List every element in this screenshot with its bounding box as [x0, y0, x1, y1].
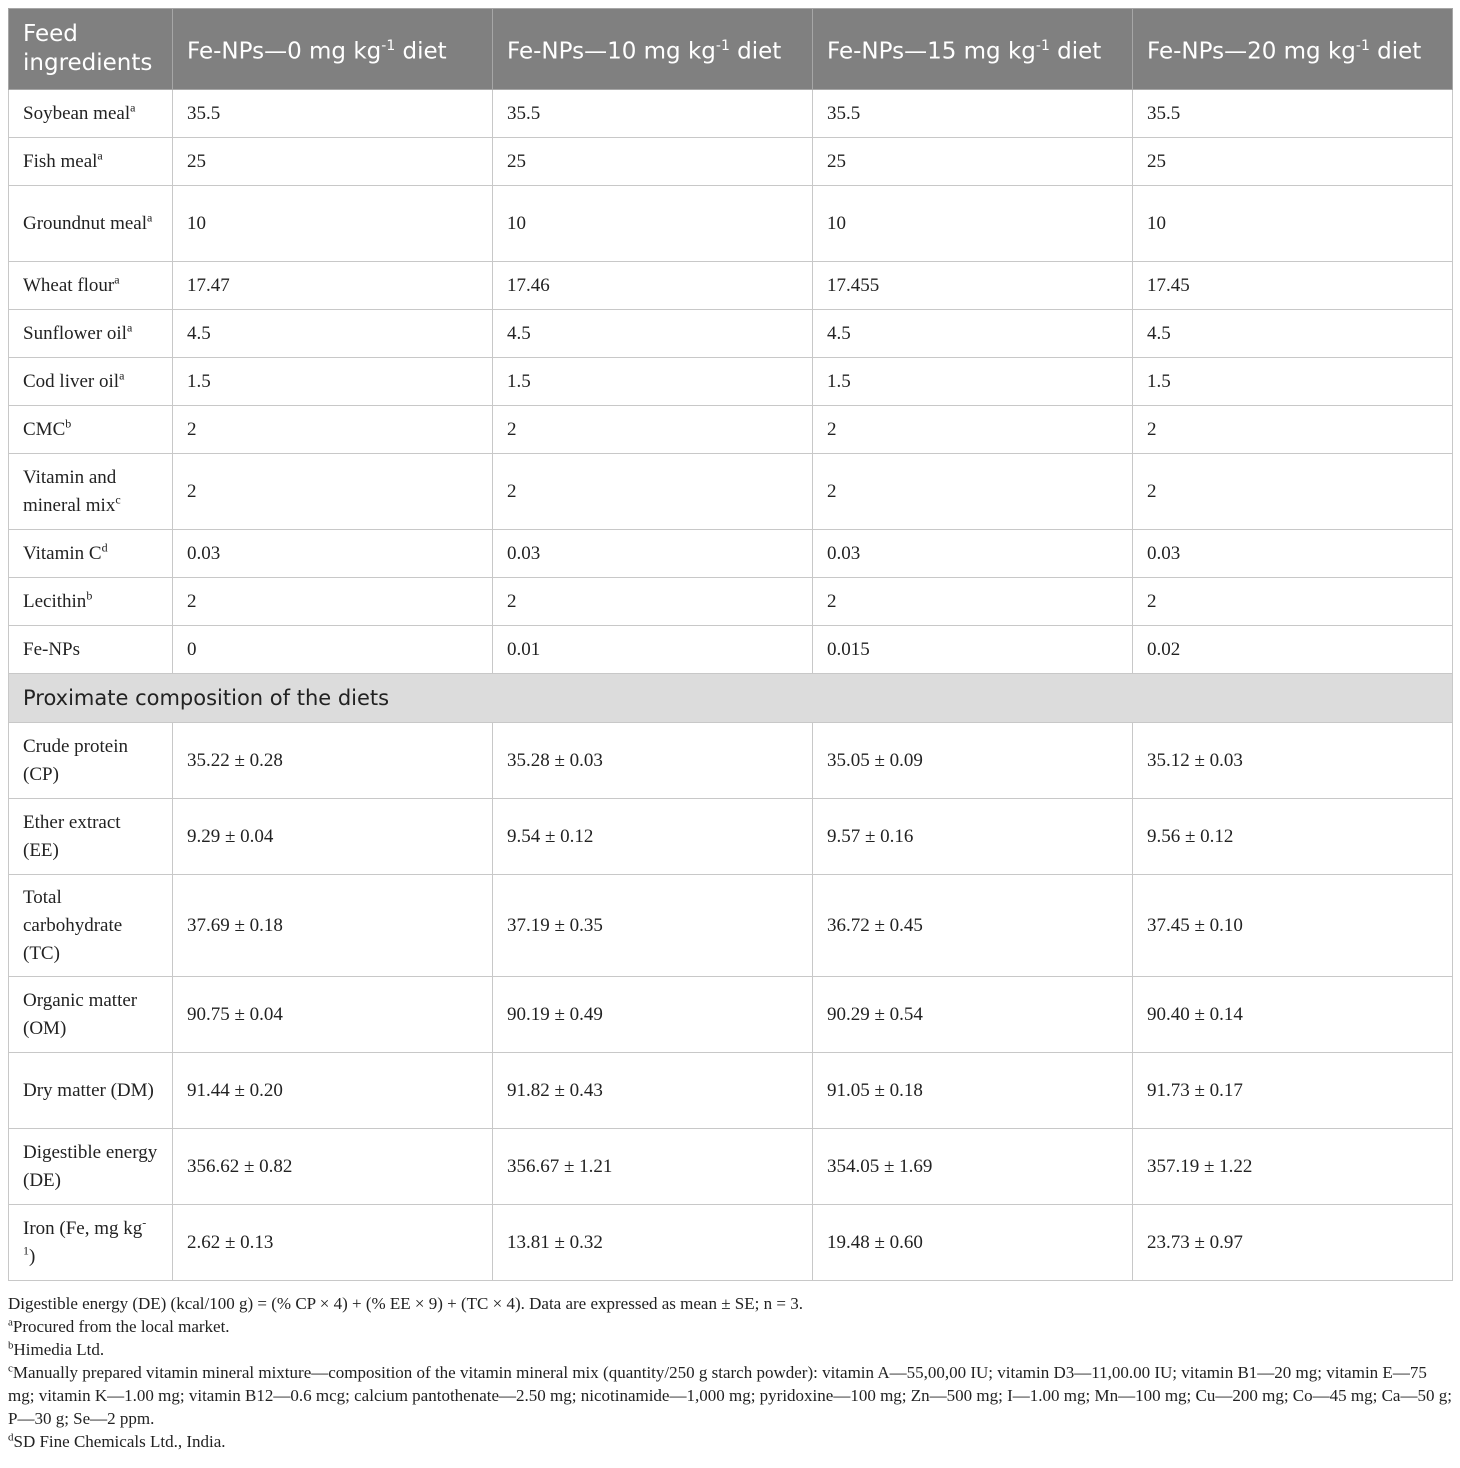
header-col-10	[493, 9, 813, 90]
footnote-mark: c	[115, 492, 121, 507]
footnote	[8, 1315, 1452, 1338]
table-cell: 91.73 ± 0.17	[1133, 1053, 1453, 1129]
footnote-mark: b	[86, 588, 93, 603]
table-cell: 356.67 ± 1.21	[493, 1129, 813, 1205]
row-label	[9, 1205, 173, 1281]
row-label-text: Vitamin C	[23, 542, 102, 564]
row-label	[9, 90, 173, 138]
table-row	[9, 262, 1453, 310]
table-cell: 90.19 ± 0.49	[493, 977, 813, 1053]
table-cell: 0.03	[1133, 530, 1453, 578]
header-col-10-sup: -1	[715, 37, 730, 54]
footnote-mark: d	[101, 540, 108, 555]
table-cell: 25	[493, 138, 813, 186]
table-cell: 10	[493, 186, 813, 262]
table-cell: 19.48 ± 0.60	[813, 1205, 1133, 1281]
table-cell: 90.40 ± 0.14	[1133, 977, 1453, 1053]
footnote-text: SD Fine Chemicals Ltd., India.	[13, 1432, 226, 1451]
header-col-0-prefix: Fe-NPs—0 mg kg	[187, 38, 382, 65]
table-cell: 17.45	[1133, 262, 1453, 310]
row-label-text: Lecithin	[23, 590, 87, 612]
table-cell: 0	[173, 626, 493, 674]
diet-composition-table	[8, 8, 1453, 1281]
table-cell: 91.05 ± 0.18	[813, 1053, 1133, 1129]
footnote-text: Himedia Ltd.	[13, 1340, 105, 1359]
row-label	[9, 310, 173, 358]
table-cell: 9.54 ± 0.12	[493, 799, 813, 875]
table-cell: 25	[173, 138, 493, 186]
table-cell: 1.5	[493, 358, 813, 406]
table-cell: 4.5	[1133, 310, 1453, 358]
table-cell: 17.46	[493, 262, 813, 310]
unit-superscript: -1	[23, 1215, 147, 1258]
table-cell: 0.015	[813, 626, 1133, 674]
footnote	[8, 1430, 1452, 1453]
table-cell: 35.5	[493, 90, 813, 138]
table-cell: 9.29 ± 0.04	[173, 799, 493, 875]
table-cell: 13.81 ± 0.32	[493, 1205, 813, 1281]
header-col-0-suffix: diet	[395, 38, 447, 65]
de-formula-note: Digestible energy (DE) (kcal/100 g) = (% CP × 4) + (% EE × 9) + (TC × 4). Data are expressed as mean ± SE; n = 3.	[8, 1294, 803, 1313]
table-cell: 2	[813, 454, 1133, 530]
table-row	[9, 454, 1453, 530]
row-label	[9, 626, 173, 674]
header-col-15-suffix: diet	[1049, 38, 1102, 65]
table-cell: 35.22 ± 0.28	[173, 723, 493, 799]
table-cell: 17.47	[173, 262, 493, 310]
row-label-text: Sunflower oil	[23, 322, 127, 344]
row-label-text: Fe-NPs	[23, 638, 81, 660]
row-label	[9, 262, 173, 310]
table-cell: 2	[1133, 406, 1453, 454]
header-col-20-suffix: diet	[1369, 38, 1422, 65]
table-cell: 25	[813, 138, 1133, 186]
header-col-15	[813, 9, 1133, 90]
table-cell: 10	[173, 186, 493, 262]
table-cell: 354.05 ± 1.69	[813, 1129, 1133, 1205]
table-cell: 1.5	[1133, 358, 1453, 406]
table-row	[9, 626, 1453, 674]
table-cell: 2	[813, 406, 1133, 454]
table-row	[9, 875, 1453, 977]
row-label: Organic matter (OM)	[9, 977, 173, 1053]
header-col-0-sup: -1	[381, 37, 396, 54]
table-container	[8, 8, 1452, 1281]
table-cell: 90.75 ± 0.04	[173, 977, 493, 1053]
row-label: Ether extract (EE)	[9, 799, 173, 875]
footnote-mark: a	[97, 148, 103, 163]
table-cell: 2	[173, 578, 493, 626]
table-cell: 2.62 ± 0.13	[173, 1205, 493, 1281]
table-cell: 1.5	[173, 358, 493, 406]
table-row	[9, 1053, 1453, 1129]
header-col-20-sup: -1	[1355, 37, 1370, 54]
row-label	[9, 406, 173, 454]
table-row	[9, 578, 1453, 626]
header-col-15-prefix: Fe-NPs—15 mg kg	[827, 38, 1036, 65]
table-cell: 36.72 ± 0.45	[813, 875, 1133, 977]
table-row	[9, 530, 1453, 578]
footnote	[8, 1361, 1452, 1430]
row-label-text: Cod liver oil	[23, 370, 120, 392]
table-cell: 0.03	[493, 530, 813, 578]
footnote-text: Procured from the local market.	[12, 1317, 230, 1336]
header-row	[9, 9, 1453, 90]
header-col-0	[173, 9, 493, 90]
footnote-mark: c	[8, 1362, 13, 1375]
footnote	[8, 1338, 1452, 1361]
section-header-row	[9, 674, 1453, 723]
table-row	[9, 1129, 1453, 1205]
table-cell: 23.73 ± 0.97	[1133, 1205, 1453, 1281]
table-cell: 37.69 ± 0.18	[173, 875, 493, 977]
row-label: Digestible energy (DE)	[9, 1129, 173, 1205]
proximate-section-title: Proximate composition of the diets	[9, 674, 1453, 723]
footnote-mark: a	[130, 100, 136, 115]
table-cell: 2	[493, 454, 813, 530]
footnote-mark: d	[8, 1431, 14, 1444]
header-col-20	[1133, 9, 1453, 90]
row-label	[9, 186, 173, 262]
row-label	[9, 138, 173, 186]
row-label: Dry matter (DM)	[9, 1053, 173, 1129]
table-cell: 1.5	[813, 358, 1133, 406]
table-cell: 4.5	[813, 310, 1133, 358]
table-cell: 356.62 ± 0.82	[173, 1129, 493, 1205]
header-col-15-sup: -1	[1035, 37, 1050, 54]
table-cell: 0.03	[813, 530, 1133, 578]
table-cell: 2	[1133, 578, 1453, 626]
table-cell: 2	[813, 578, 1133, 626]
table-cell: 357.19 ± 1.22	[1133, 1129, 1453, 1205]
table-cell: 35.05 ± 0.09	[813, 723, 1133, 799]
table-cell: 9.57 ± 0.16	[813, 799, 1133, 875]
table-row	[9, 977, 1453, 1053]
row-label-text: Wheat flour	[23, 274, 115, 296]
header-col-20-prefix: Fe-NPs—20 mg kg	[1147, 38, 1356, 65]
table-row	[9, 186, 1453, 262]
row-label	[9, 530, 173, 578]
table-row	[9, 723, 1453, 799]
header-feed-ingredients: Feed ingredients	[9, 9, 173, 90]
footnote-mark: a	[119, 368, 125, 383]
table-notes	[8, 1292, 1452, 1453]
table-cell: 35.5	[1133, 90, 1453, 138]
table-row	[9, 358, 1453, 406]
table-cell: 0.01	[493, 626, 813, 674]
row-label-suffix: )	[29, 1245, 36, 1267]
footnote-text: Manually prepared vitamin mineral mixture—composition of the vitamin mineral mix (quantity/250 g starch powder): vitamin A—55,00,00 IU; vitamin D3—11,00.00 IU; vitamin B1—20 mg; vitamin E—75 mg; vitamin K—1.00 mg; vitamin B12—0.6 mcg; calcium pantothenate—2.50 mg; nicotinamide—1,000 mg; pyridoxine—100 mg; Zn—500 mg; I—1.00 mg; Mn—100 mg; Cu—200 mg; Co—45 mg; Ca—50 g; P—30 g; Se—2 ppm.	[8, 1363, 1452, 1428]
table-row	[9, 406, 1453, 454]
row-label: Total carbohydrate (TC)	[9, 875, 173, 977]
table-row	[9, 138, 1453, 186]
table-cell: 2	[493, 578, 813, 626]
table-cell: 37.45 ± 0.10	[1133, 875, 1453, 977]
table-cell: 37.19 ± 0.35	[493, 875, 813, 977]
row-label	[9, 454, 173, 530]
row-label	[9, 358, 173, 406]
row-label	[9, 578, 173, 626]
header-col-10-suffix: diet	[729, 38, 782, 65]
header-col-10-prefix: Fe-NPs—10 mg kg	[507, 38, 716, 65]
table-row	[9, 1205, 1453, 1281]
row-label-text: Soybean meal	[23, 102, 131, 124]
row-label-text: CMC	[23, 418, 66, 440]
table-cell: 0.02	[1133, 626, 1453, 674]
table-cell: 2	[173, 406, 493, 454]
table-cell: 17.455	[813, 262, 1133, 310]
row-label-text: Vitamin and mineral mix	[23, 466, 117, 516]
table-cell: 35.5	[173, 90, 493, 138]
table-cell: 2	[493, 406, 813, 454]
table-cell: 35.5	[813, 90, 1133, 138]
table-cell: 0.03	[173, 530, 493, 578]
footnote-mark: b	[8, 1339, 14, 1352]
table-cell: 2	[173, 454, 493, 530]
table-row	[9, 90, 1453, 138]
footnote-mark: a	[126, 320, 133, 335]
footnote-mark: b	[65, 416, 72, 431]
table-cell: 9.56 ± 0.12	[1133, 799, 1453, 875]
table-row	[9, 799, 1453, 875]
row-label: Crude protein (CP)	[9, 723, 173, 799]
table-cell: 4.5	[493, 310, 813, 358]
table-cell: 2	[1133, 454, 1453, 530]
row-label-text: Iron (Fe, mg kg	[23, 1217, 143, 1239]
row-label-text: Groundnut meal	[23, 212, 148, 234]
table-cell: 90.29 ± 0.54	[813, 977, 1133, 1053]
footnote-mark: a	[8, 1316, 13, 1329]
table-cell: 35.12 ± 0.03	[1133, 723, 1453, 799]
table-cell: 4.5	[173, 310, 493, 358]
table-cell: 25	[1133, 138, 1453, 186]
footnote-mark: a	[114, 272, 120, 287]
table-cell: 10	[1133, 186, 1453, 262]
table-cell: 35.28 ± 0.03	[493, 723, 813, 799]
table-row	[9, 310, 1453, 358]
table-cell: 91.44 ± 0.20	[173, 1053, 493, 1129]
row-label-text: Fish meal	[23, 150, 98, 172]
table-cell: 91.82 ± 0.43	[493, 1053, 813, 1129]
footnote-mark: a	[147, 210, 153, 225]
table-cell: 10	[813, 186, 1133, 262]
